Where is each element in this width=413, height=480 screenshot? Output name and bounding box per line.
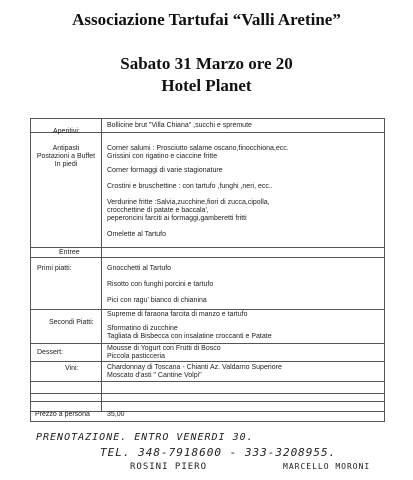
antipasti-label: In piedi <box>54 161 78 168</box>
primi-item: Gnocchetti al Tartufo <box>107 265 172 272</box>
row-divider <box>31 381 384 382</box>
row-divider <box>31 343 384 344</box>
antipasti-item: Omelette al Tartufo <box>107 231 167 238</box>
aperitivi-label: Aperitivi: <box>53 128 80 135</box>
vini-item: Moscato d'asti " Cantine Volpi" <box>107 372 202 379</box>
booking-note: PRENOTAZIONE. ENTRO VENERDI 30. <box>36 432 254 443</box>
secondi-label: Secondi Piatti: <box>49 319 94 326</box>
row-divider <box>31 309 384 310</box>
contact-name-moroni: MARCELLO MORONI <box>283 462 371 471</box>
secondi-item: Tagliata di Bisbecca con insalatine croccanti e Patate <box>107 333 272 340</box>
dessert-label: Dessert: <box>37 349 64 356</box>
row-divider <box>31 257 384 258</box>
primi-label: Primi piatti: <box>37 265 72 272</box>
contact-name-rosini: ROSINI PIERO <box>130 462 208 472</box>
entree-label: Entree <box>59 249 80 256</box>
row-divider <box>31 401 384 402</box>
secondi-item: Sformatino di zucchine <box>107 325 178 332</box>
antipasti-label: Antipasti <box>52 145 80 152</box>
vini-label: Vini: <box>65 365 79 372</box>
column-divider <box>101 119 102 411</box>
price-label: Prezzo a persona <box>35 411 90 418</box>
antipasti-item: Crostini e bruschettine : con tartufo ,funghi ,neri, ecc.. <box>107 183 273 190</box>
antipasti-item: Corner formaggi di varie stagionature <box>107 167 223 174</box>
row-divider <box>31 393 384 394</box>
antipasti-item: Verdurine fritte :Salvia,zucchine,fiori di zucca,cipolla, <box>107 199 270 206</box>
antipasti-item: peperoncini farciti ai formaggi,gamberetti fritti <box>107 215 247 222</box>
antipasti-item: Grissini con rigatino e ciaccine fritte <box>107 153 218 160</box>
association-title: Associazione Tartufai “Valli Aretine” <box>72 10 341 29</box>
aperitivi-item: Bollicine brut "Villa Chiana" ,succhi e spremute <box>107 122 252 129</box>
row-divider <box>31 132 384 133</box>
primi-item: Pici con ragu' bianco di chianina <box>107 297 207 304</box>
price-value: 35,00 <box>107 411 125 418</box>
vini-item: Chardonnay di Toscana - Chianti Az. Valdarno Superiore <box>107 364 282 371</box>
phone-numbers: TEL. 348-7918600 - 333-3208955. <box>100 446 337 459</box>
event-venue: Hotel Planet <box>161 76 252 95</box>
dessert-item: Piccola pasticceria <box>107 353 165 360</box>
dessert-item: Mousse di Yogurt con Frutti di Bosco <box>107 345 221 352</box>
event-date-time: Sabato 31 Marzo ore 20 <box>120 54 293 73</box>
menu-table <box>30 118 385 422</box>
antipasti-item: crocchettine di patate e baccala', <box>107 207 209 214</box>
row-divider <box>31 361 384 362</box>
antipasti-label: Postazioni a Buffet <box>36 153 96 160</box>
primi-item: Risotto con funghi porcini e tartufo <box>107 281 214 288</box>
row-divider <box>31 247 384 248</box>
antipasti-item: Corner salumi : Prosciutto salame oscano,finocchiona,ecc. <box>107 145 289 152</box>
secondi-item: Supreme di faraona farcita di manzo e tartufo <box>107 311 248 318</box>
